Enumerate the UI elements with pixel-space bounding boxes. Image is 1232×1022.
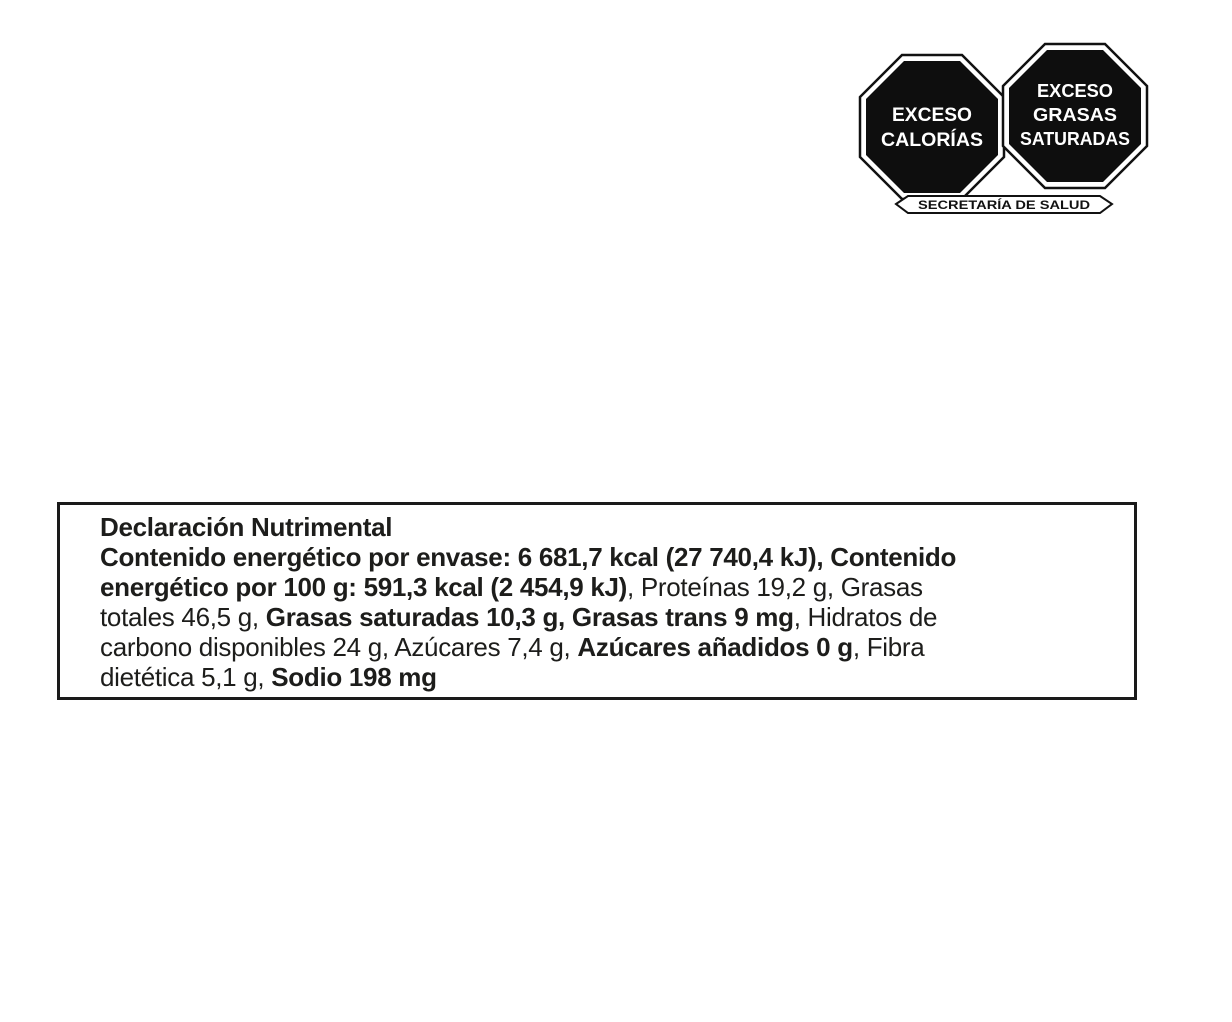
nutrient-text-segment: dietética 5,1 g, <box>100 662 272 692</box>
nutrient-text-segment: totales 46,5 g, <box>100 602 266 632</box>
warning-seals <box>856 40 1152 220</box>
nutrient-text-segment: carbono disponibles 24 g, Azúcares 7,4 g, <box>100 632 578 662</box>
seal-grasas-line-3: SATURADAS <box>1020 129 1130 149</box>
nutrient-text-segment: , Hidratos de <box>793 602 938 632</box>
nutrient-text-segment: Sodio 198 mg <box>271 662 437 692</box>
nutrition-declaration-text <box>100 542 1118 692</box>
seal-exceso-calorias <box>860 55 1004 199</box>
nutrient-text-segment: , Fibra <box>852 632 925 662</box>
seal-calorias-line-2: CALORÍAS <box>881 130 981 151</box>
nutrient-text-segment: Azúcares añadidos 0 g <box>577 632 853 662</box>
seal-calorias-inner-octagon <box>866 61 998 193</box>
nutrition-declaration-title: Declaración Nutrimental <box>100 512 393 542</box>
authority-banner-label: SECRETARÍA DE SALUD <box>918 198 1060 212</box>
seal-grasas-line-1: EXCESO <box>1037 81 1113 101</box>
nutrient-text-segment: , Proteínas 19,2 g, Grasas <box>627 572 923 602</box>
nutrient-text-segment: Grasas saturadas 10,3 g, Grasas trans 9 mg <box>265 602 794 632</box>
nutrition-declaration-box <box>57 502 1137 700</box>
seal-calorias-line-1: EXCESO <box>892 105 972 126</box>
nutrient-text-segment: energético por 100 g: 591,3 kcal (2 454,9 kJ) <box>100 572 628 602</box>
seal-grasas-line-2: GRASAS <box>1033 105 1117 125</box>
nutrient-text-segment: Contenido energético por envase: 6 681,7 kcal (27 740,4 kJ), Contenido <box>100 542 957 572</box>
